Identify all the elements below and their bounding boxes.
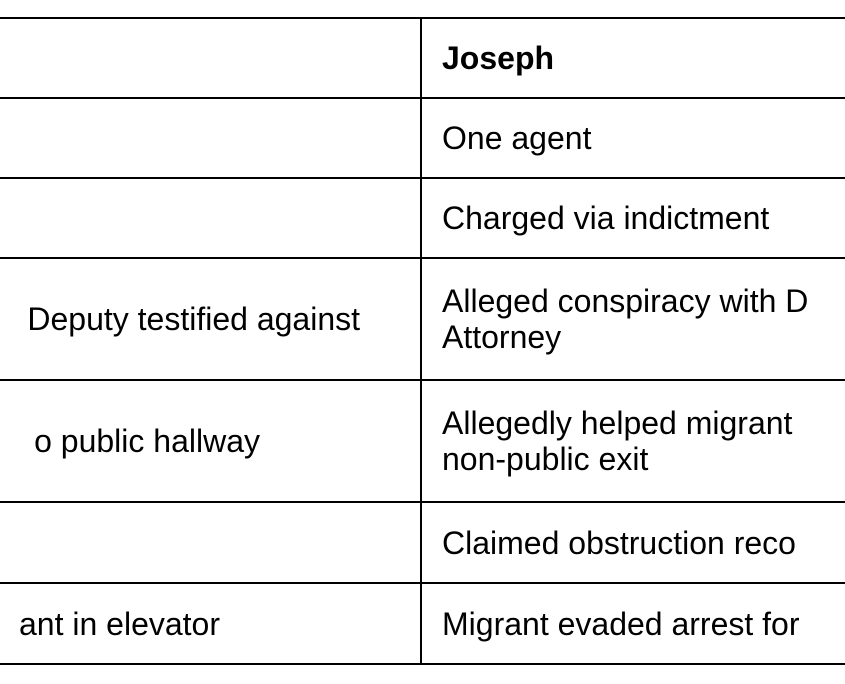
table-row xyxy=(0,98,845,178)
table-cell-left xyxy=(0,178,421,258)
table-row xyxy=(0,502,845,583)
table-cell-text: Alleged conspiracy with D Attorney xyxy=(442,283,809,355)
table-cell-left: Deputy testified against xyxy=(0,258,421,380)
table-cell-right: Migrant evaded arrest for xyxy=(421,583,845,664)
table-cell-left xyxy=(0,98,421,178)
comparison-table xyxy=(0,17,845,665)
table-cell-right xyxy=(421,380,845,502)
table-cell-text: Allegedly helped migrant non-public exit xyxy=(442,405,793,477)
table-row xyxy=(0,258,845,380)
header-cell-joseph: Joseph xyxy=(421,18,845,98)
table-cell-left xyxy=(0,502,421,583)
table-row xyxy=(0,380,845,502)
table-cell-right: One agent xyxy=(421,98,845,178)
table-cell-left: o public hallway xyxy=(0,380,421,502)
header-cell-left xyxy=(0,18,421,98)
table-cell-right: Charged via indictment xyxy=(421,178,845,258)
table-cell-right xyxy=(421,258,845,380)
table-row xyxy=(0,583,845,664)
table-header-row xyxy=(0,18,845,98)
table-row xyxy=(0,178,845,258)
table-cell-left: ant in elevator xyxy=(0,583,421,664)
table-cell-right: Claimed obstruction reco xyxy=(421,502,845,583)
